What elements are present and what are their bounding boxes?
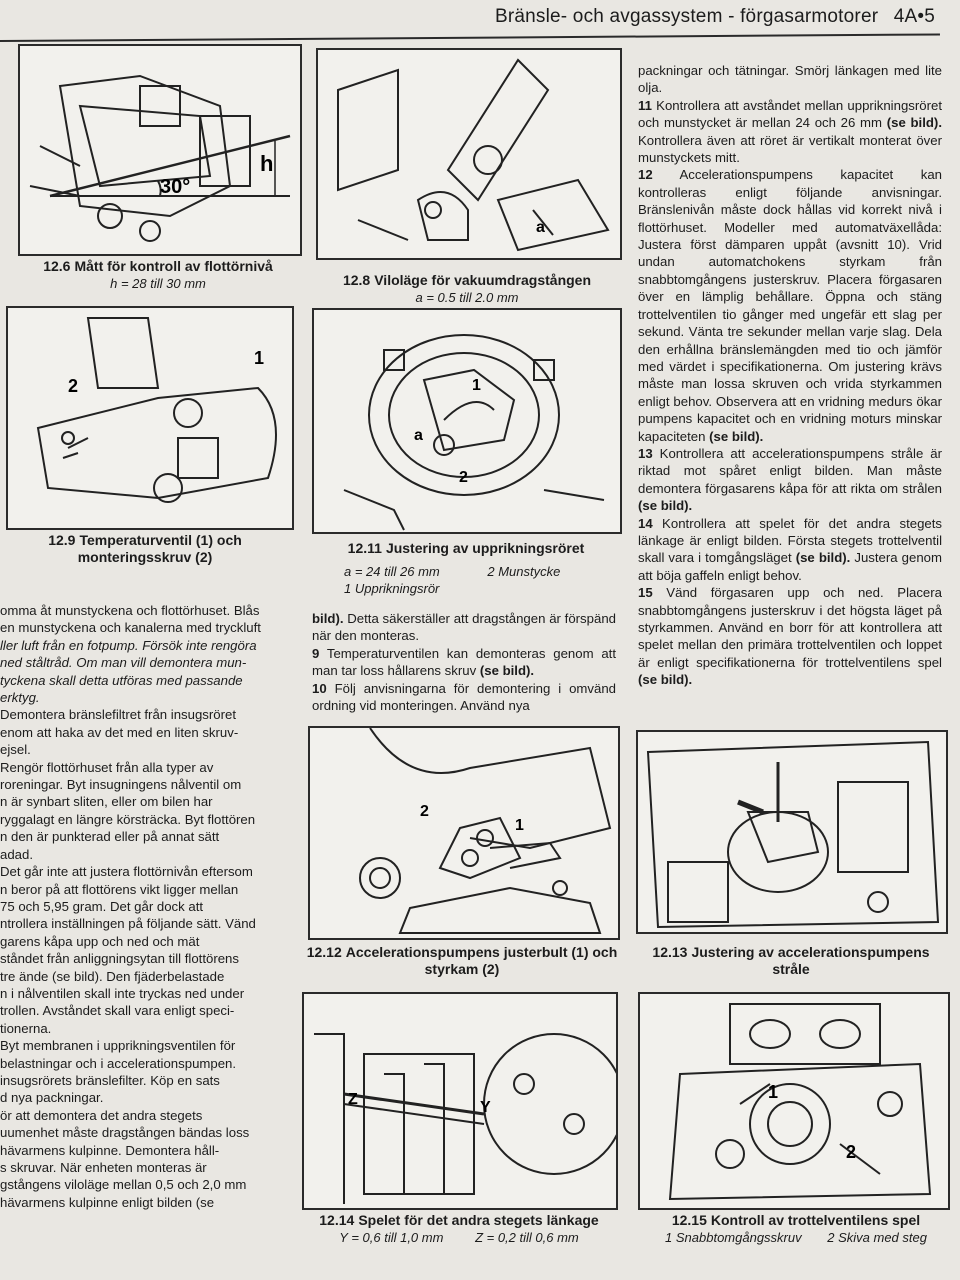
caption-number: 12.15 <box>671 1212 707 1228</box>
caption-12-12 <box>306 944 618 978</box>
left-text-line: gstångens viloläge mellan 0,5 och 2,0 mm <box>0 1177 247 1193</box>
caption-12-11 <box>316 540 616 597</box>
pump-adjust-bolt-illustration <box>310 728 618 938</box>
left-text-line: tre ände (se bild). Den fjäderbelastade <box>0 968 225 984</box>
label-2: 2 <box>420 803 429 820</box>
label-angle: 30° <box>160 176 191 198</box>
paragraph-15: 15 Vänd förgasaren upp och ned. Placera snabbtomgångens justerskruv i det högsta läget på styrkammen. Använd en borr för att kontrollera att spelet mellan den primära trottelventilen och loppet är enligt specifikationerna för trottelventilens spel (se bild). <box>638 585 942 688</box>
left-text-line: s skruvar. När enheten monteras är <box>0 1160 207 1175</box>
figure-12-14 <box>302 992 618 1210</box>
temperature-valve-illustration <box>8 308 292 528</box>
left-text-line: Demontera bränslefiltret från insugsröret <box>0 707 237 723</box>
page-header <box>0 6 935 28</box>
caption-sub-row <box>302 1229 616 1246</box>
left-text-line: d nya packningar. <box>0 1090 104 1106</box>
label-1: 1 <box>472 377 481 394</box>
caption-sub-a: a = 24 till 26 mm <box>344 564 440 579</box>
throttle-valve-play-illustration <box>640 994 948 1208</box>
header-title: Bränsle- och avgassystem - förgasarmotorer <box>494 6 879 27</box>
left-text-line: tionerna. <box>0 1020 52 1036</box>
left-text-line: hävarmens kulpinne enligt bilden (se <box>0 1194 215 1210</box>
paragraph-10: 10 Följ anvisningarna för demontering i omvänd ordning vid monteringen. Använd nya <box>312 680 616 714</box>
figure-12-13 <box>636 730 948 934</box>
caption-12-6 <box>18 258 298 292</box>
label-z: Z <box>348 1091 358 1108</box>
caption-sub-row <box>316 563 616 580</box>
caption-sub-disc: 2 Skiva med steg <box>827 1230 927 1245</box>
caption-sub: a = 0.5 till 2.0 mm <box>415 290 519 305</box>
caption-sub-nozzle: 2 Munstycke <box>487 564 561 579</box>
left-text-line: erktyg. <box>0 690 40 706</box>
caption-number: 12.6 <box>43 258 71 274</box>
caption-sub: h = 28 till 30 mm <box>110 276 206 291</box>
left-text-line: Rengör flottörhuset från alla typer av <box>0 759 214 775</box>
label-1: 1 <box>768 1082 779 1102</box>
figure-12-8 <box>316 48 622 260</box>
left-text-line: Byt membranen i upprikningsventilen för <box>0 1038 236 1054</box>
left-column-text <box>0 602 286 1211</box>
left-text-line: tyckena skall detta utföras med passande <box>0 672 243 688</box>
label-2: 2 <box>68 376 79 396</box>
left-text-line: enom att haka av det med en liten skruv- <box>0 724 239 740</box>
caption-title: Justering av upprikningsröret <box>385 540 585 556</box>
label-a: a <box>414 427 423 444</box>
header-page-number: 4A•5 <box>893 6 935 27</box>
caption-number: 12.12 <box>306 944 342 960</box>
middle-column-text <box>312 610 616 714</box>
left-text-line: insugsrörets bränslefilter. Köp en sats <box>0 1072 220 1088</box>
left-text-line: ller luft från en fotpump. Försök inte rengöra <box>0 637 257 653</box>
caption-sub-row <box>636 1229 956 1246</box>
vacuum-rod-illustration <box>318 50 620 258</box>
caption-sub-screw: 1 Snabbtomgångsskruv <box>665 1230 802 1245</box>
left-text-line: n i nålventilen skall inte tryckas ned under <box>0 985 245 1001</box>
caption-number: 12.11 <box>347 540 382 556</box>
label-1: 1 <box>254 348 265 368</box>
label-h: h <box>260 151 274 176</box>
left-text-line: en munstyckena och kanalerna med tryckluft <box>0 620 261 636</box>
left-text-line: omma åt munstyckena och flottörhuset. Blås <box>0 603 260 618</box>
header-rule <box>0 33 940 42</box>
caption-12-9 <box>20 532 270 566</box>
caption-title: Mått för kontroll av flottörnivå <box>74 258 273 274</box>
caption-number: 12.14 <box>319 1212 355 1228</box>
left-text-line: ned ståltråd. Om man vill demontera mun- <box>0 655 247 671</box>
label-y: Y <box>480 1099 491 1116</box>
caption-title: Kontroll av trottelventilens spel <box>710 1212 921 1228</box>
caption-12-14 <box>302 1212 616 1246</box>
paragraph-9: 9 Temperaturventilen kan demonteras genom att man tar loss hållarens skruv (se bild). <box>312 645 616 679</box>
caption-12-13 <box>636 944 946 978</box>
left-text-line: uumenhet måste dragstången bändas loss <box>0 1125 250 1141</box>
label-1: 1 <box>515 817 524 834</box>
label-2: 2 <box>846 1142 857 1162</box>
left-text-line: 75 och 5,95 gram. Det går dock att <box>0 898 204 914</box>
caption-title: Viloläge för vakuumdragstången <box>374 272 592 288</box>
left-text-line: Det går inte att justera flottörnivån eftersom <box>0 864 253 880</box>
left-text-line: adad. <box>0 846 34 862</box>
caption-title: Accelerationspumpens justerbult (1) och styrkam (2) <box>345 944 618 977</box>
caption-sub-z: Z = 0,2 till 0,6 mm <box>475 1230 579 1245</box>
left-text-line: ståndet från anliggningsytan till flottörens <box>0 951 239 967</box>
left-text-line: trollen. Avståndet skall vara enligt speci- <box>0 1003 235 1019</box>
label-2: 2 <box>459 469 468 486</box>
paragraph-14: 14 Kontrollera att spelet för det andra stegets länkage är enligt bilden. Första stegets trottelventil skall vara i tomgångsläget (se bild). Justera genom att böja gaffeln enligt behov. <box>638 515 942 583</box>
caption-title: Justering av accelerationspumpens stråle <box>691 944 930 977</box>
paragraph-8-cont: bild). Detta säkerställer att dragstången är förspänd när den monteras. <box>312 611 616 644</box>
figure-12-11 <box>312 308 622 534</box>
caption-12-8 <box>316 272 618 306</box>
label-a: a <box>536 219 545 236</box>
figure-12-9 <box>6 306 294 530</box>
caption-12-15 <box>636 1212 956 1246</box>
left-text-line: garens kåpa upp och ned och mät <box>0 933 200 949</box>
caption-sub-y: Y = 0,6 till 1,0 mm <box>339 1230 444 1245</box>
left-text-line: ejsel. <box>0 742 31 758</box>
accelerator-tube-illustration <box>314 310 620 532</box>
left-text-line: ntrollera inställningen på följande sätt. Vänd <box>0 916 256 932</box>
paragraph-13: 13 Kontrollera att accelerationspumpens stråle är riktad mot spåret enligt bilden. Man måste demontera förgasarens kåpa för att rikta om strålen (se bild). <box>638 445 942 514</box>
pump-jet-illustration <box>638 732 946 932</box>
second-stage-linkage-illustration <box>304 994 616 1208</box>
paragraph-12: 12 Accelerationspumpens kapacitet kan kontrolleras enligt följande anvisningar. Bränslenivån måste dock hållas vid korrekt nivå i flottörhuset. Modeller med automatväxellåda: Justera först dämparen uppåt (avsnitt 10). Vrid undan automatchokens styrkam från snabbtomgångens justerskruv. Placera förgasaren över en lämplig behållare. Öppna och stäng trottelventilen tio gånger med ungefär ett slag per sekund. Vänta tre sekunder mellan varje slag. Dela den erhållna bränslemängden med tio och jämför med värdet i specifikationerna. Om justering krävs måste man lossa skruven och vrida styrkammen enligt behov. Observera att en vridning medurs ökar pumpens kapacitet och en vridning moturs minskar kapaciteten (se bild). <box>638 167 942 444</box>
left-text-line: ryggalagt en längre körsträcka. Byt flottören <box>0 811 256 827</box>
caption-title: Temperaturventil (1) och monteringsskruv (2) <box>77 532 242 565</box>
figure-12-15 <box>638 992 950 1210</box>
right-column-text <box>638 62 942 689</box>
caption-title: Spelet för det andra stegets länkage <box>358 1212 599 1228</box>
left-text-line: n den är punkterad eller på annat sätt <box>0 829 220 845</box>
float-level-illustration <box>20 46 300 254</box>
left-text-line: n är synbart sliten, eller om bilen har <box>0 794 213 810</box>
left-text-line: n beror på att flottörens vikt ligger mellan <box>0 881 239 897</box>
left-text-line: roreningar. Byt insugningens nålventil om <box>0 777 242 793</box>
caption-number: 12.9 <box>48 532 76 548</box>
figure-12-12 <box>308 726 620 940</box>
caption-sub-tube: 1 Upprikningsrör <box>344 581 440 596</box>
paragraph-11: 11 Kontrollera att avståndet mellan upprikningsröret och munstycket är mellan 24 och 26 mm (se bild). Kontrollera även att röret är vertikalt monterat över munstyckets mitt. <box>638 97 942 166</box>
figure-12-6 <box>18 44 302 256</box>
left-text-line: belastningar och i accelerationspumpen. <box>0 1055 237 1071</box>
paragraph-10-cont: packningar och tätningar. Smörj länkagen med lite olja. <box>638 63 942 96</box>
caption-number: 12.13 <box>652 944 688 960</box>
left-text-line: ör att demontera det andra stegets <box>0 1107 203 1123</box>
caption-number: 12.8 <box>342 272 371 288</box>
left-text-line: hävarmens kulpinne. Demontera håll- <box>0 1142 220 1158</box>
